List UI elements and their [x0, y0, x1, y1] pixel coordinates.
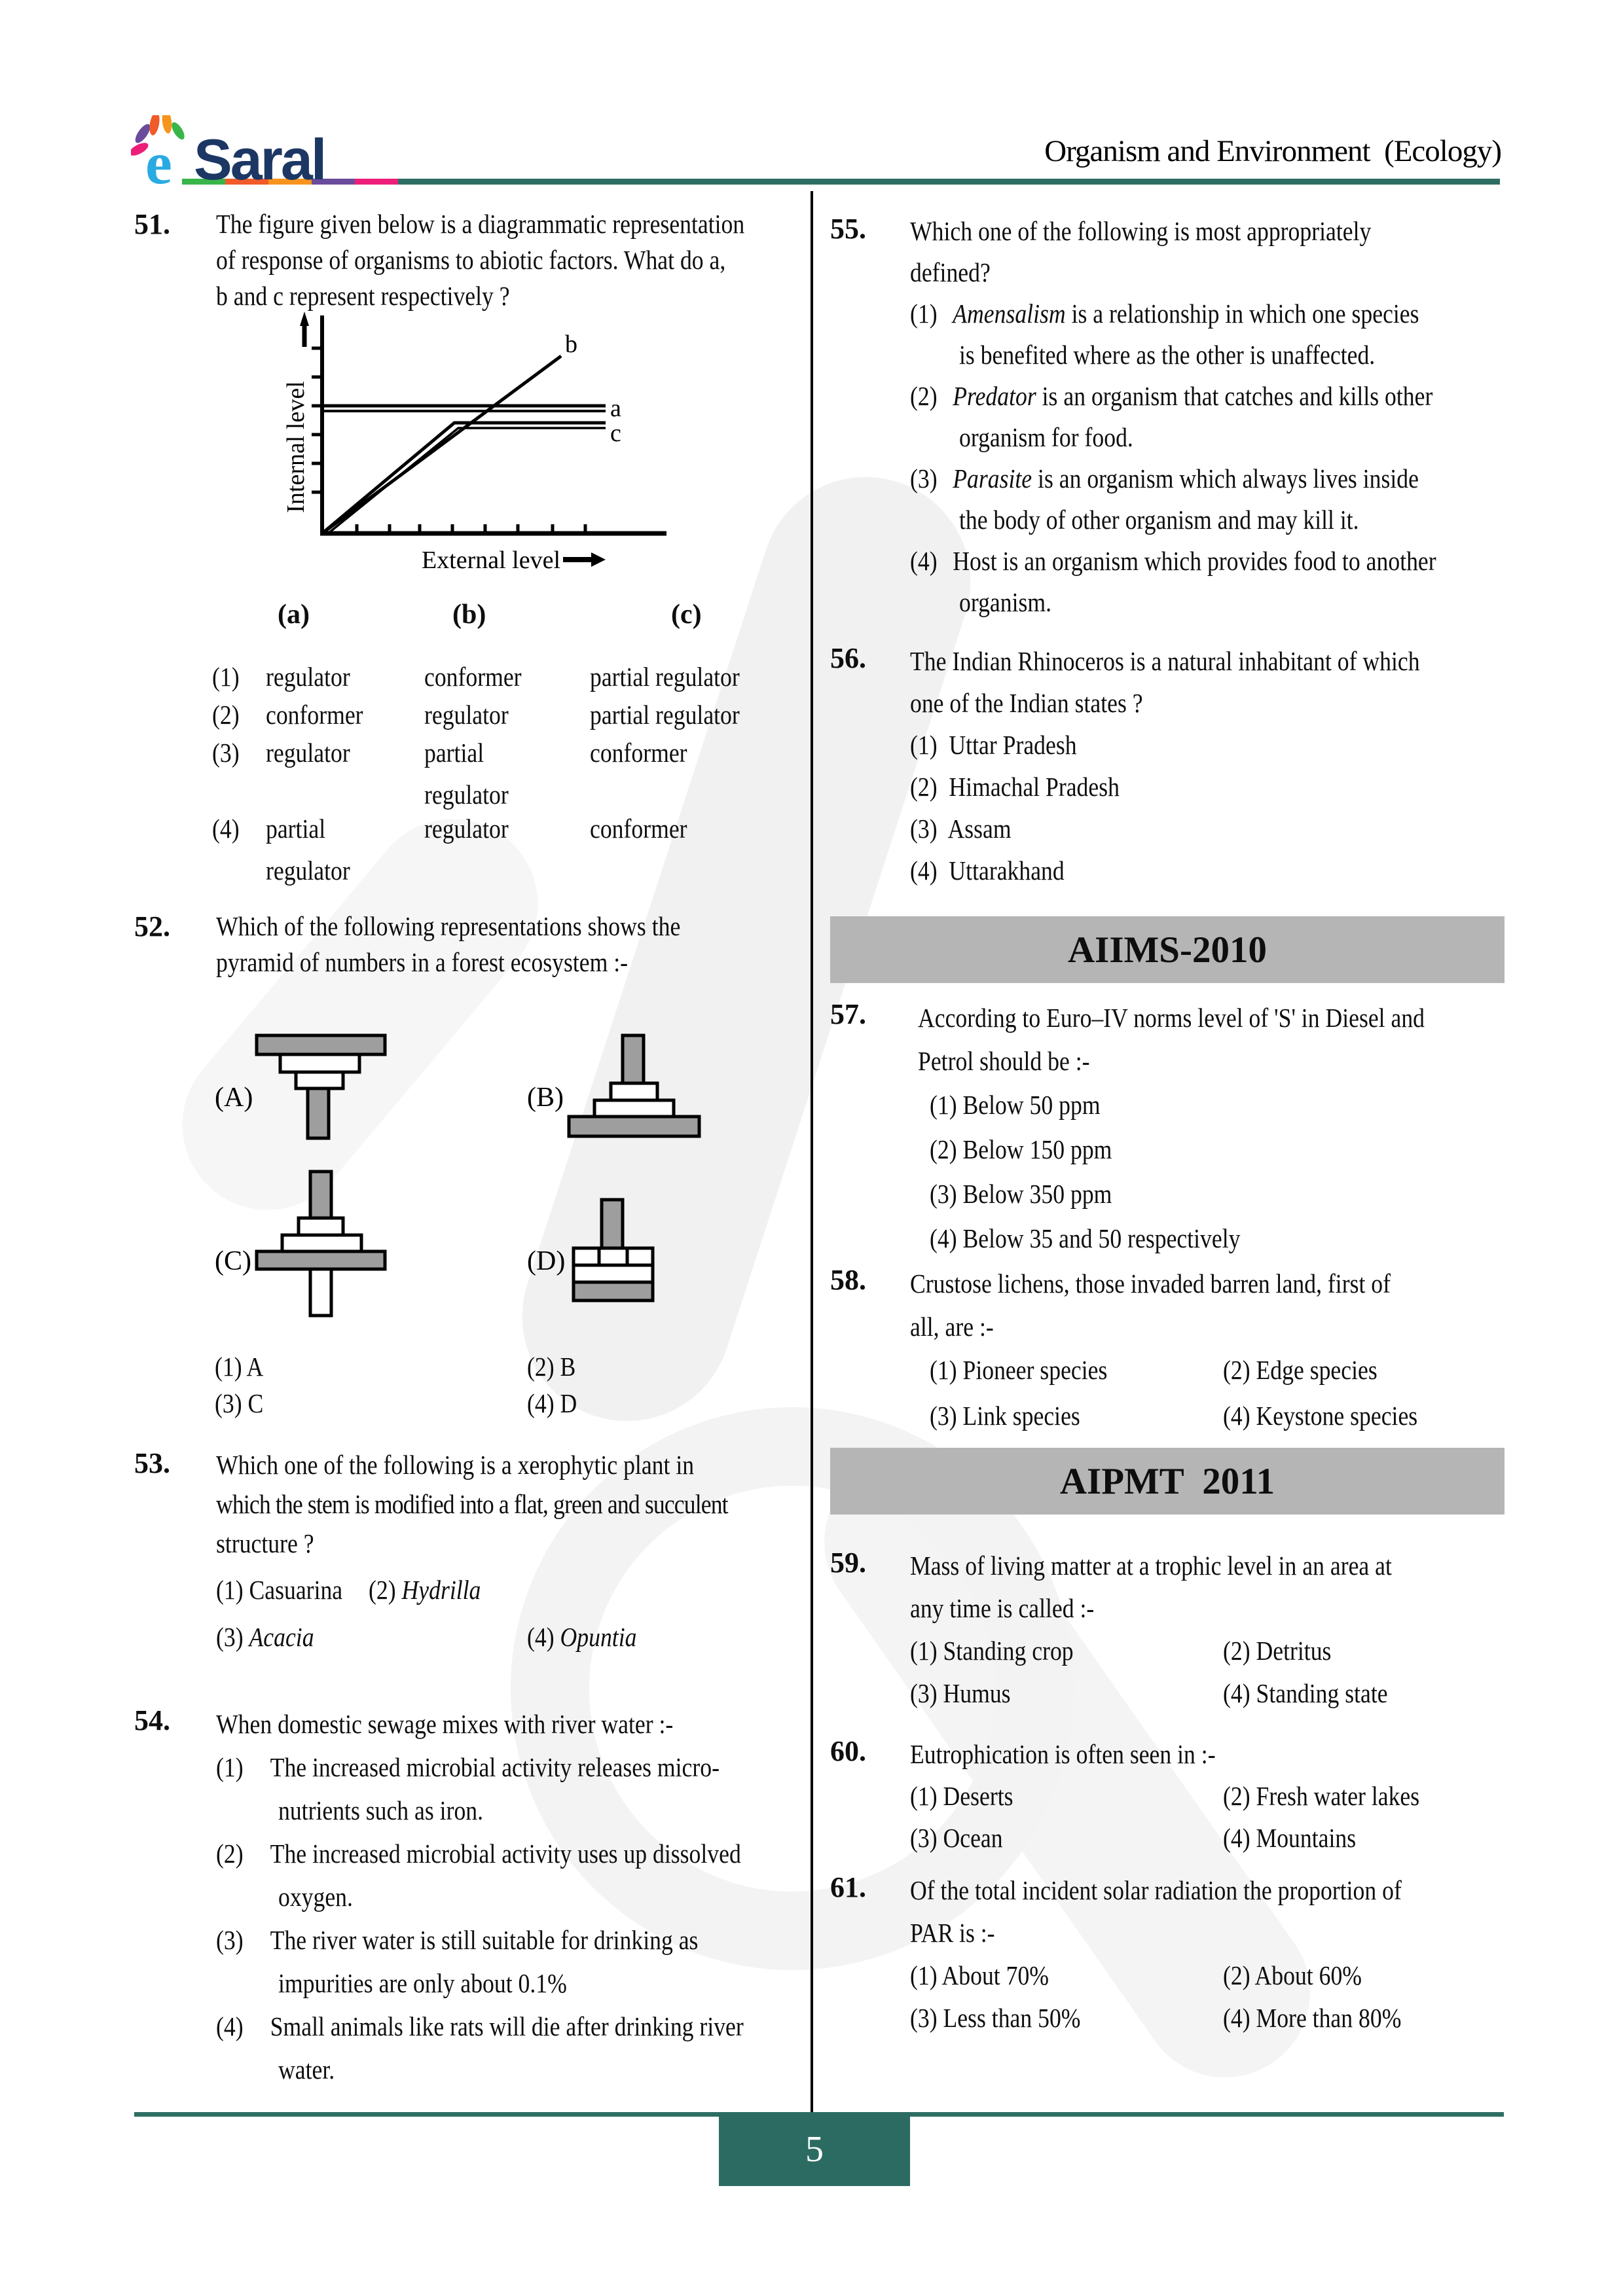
header-a: (a) — [278, 600, 310, 630]
question-57 — [830, 996, 1504, 1261]
question-line: PAR is :- — [910, 1918, 995, 1948]
question-line: b and c represent respectively ? — [216, 281, 510, 311]
option: (4) Opuntia — [527, 1622, 637, 1652]
q55-option: (3) Parasite is an organism which always lives inside the body of other organism and may kill it. — [910, 463, 1419, 535]
option: (4) Below 35 and 50 respectively — [930, 1223, 1241, 1253]
question-number: 57. — [830, 998, 866, 1030]
table-row — [212, 659, 789, 697]
x-axis-label: External level — [421, 547, 561, 574]
hand-e-icon — [131, 115, 199, 188]
column-divider — [811, 191, 813, 2113]
question-number: 58. — [830, 1264, 866, 1296]
option: (1) About 70% — [910, 1960, 1049, 1990]
question-line: According to Euro–IV norms level of 'S' in Diesel and — [918, 1003, 1425, 1033]
up-arrow-icon — [300, 312, 309, 347]
q53-option-row — [134, 1572, 789, 1619]
pyramid-D — [574, 1200, 653, 1300]
option: (1) Pioneer species — [930, 1355, 1108, 1385]
question-56 — [830, 640, 1504, 891]
right-column — [830, 196, 1504, 2039]
q52-pyramid-figure — [134, 1033, 789, 1324]
question-number: 56. — [830, 642, 866, 674]
q55-option: (2) Predator is an organism that catches and kills other organism for food. — [910, 381, 1433, 452]
rule-segment-teal — [398, 179, 1500, 185]
figure-label-B: (B) — [527, 1083, 564, 1113]
option: (4) More than 80% — [1223, 2003, 1402, 2033]
option: (3) Below 350 ppm — [930, 1179, 1112, 1209]
option-row — [830, 1394, 1504, 1440]
option: (4) Standing state — [1223, 1678, 1388, 1708]
option-row — [830, 1348, 1504, 1394]
rule-segment-pink — [355, 179, 398, 185]
option: (1) Standing crop — [910, 1636, 1074, 1666]
y-axis-label: Internal level — [282, 381, 310, 513]
question-number: 52. — [134, 910, 170, 942]
right-arrow-icon — [563, 552, 606, 567]
question-line: which the stem is modified into a flat, green and succulent — [216, 1489, 728, 1519]
q53-option-row — [134, 1619, 789, 1666]
option: (2) About 60% — [1223, 1960, 1362, 1990]
pyramid-B — [569, 1035, 699, 1136]
option-number: (3) — [212, 738, 240, 768]
question-60 — [830, 1733, 1504, 1859]
header-rule — [182, 179, 1500, 185]
question-line: defined? — [910, 257, 991, 287]
question-number: 59. — [830, 1547, 866, 1579]
esaral-logo — [131, 115, 325, 192]
question-59 — [830, 1545, 1504, 1715]
figure-label-A: (A) — [215, 1083, 253, 1113]
question-line: Petrol should be :- — [918, 1046, 1090, 1076]
question-52 — [134, 908, 789, 980]
section-banner-aiims-2010: AIIMS-2010 — [830, 916, 1504, 983]
figure-label-D: (D) — [527, 1246, 566, 1276]
option: (4) Keystone species — [1223, 1401, 1418, 1431]
question-line: Crustose lichens, those invaded barren land, first of — [910, 1268, 1391, 1299]
option: (3) Link species — [930, 1401, 1080, 1431]
curve-b-label: b — [565, 331, 577, 358]
cell-a: partial regulator — [266, 814, 350, 886]
pyramid-A — [257, 1035, 385, 1138]
cell-b: regulator — [424, 700, 509, 730]
question-61 — [830, 1869, 1504, 2039]
question-number: 61. — [830, 1871, 866, 1903]
cell-c: conformer — [590, 738, 687, 768]
option-number: (1) — [212, 662, 240, 692]
logo-e-letter: e — [145, 130, 172, 188]
page-number: 5 — [805, 2128, 824, 2170]
curve-b — [322, 356, 561, 533]
question-line: all, are :- — [910, 1312, 994, 1342]
page-title: Organism and Environment (Ecology) — [1044, 134, 1501, 168]
cell-a: regulator — [266, 662, 350, 692]
option: (4) D — [527, 1388, 577, 1418]
curve-c-label: c — [610, 420, 621, 447]
curve-c — [322, 423, 606, 533]
option: (3) Assam — [910, 814, 1012, 844]
section-banner-aipmt-2011: AIPMT 2011 — [830, 1448, 1504, 1515]
logo-wordmark: Saral — [194, 127, 325, 192]
question-line: Mass of living matter at a trophic level in an area at — [910, 1551, 1392, 1581]
option: (2) Fresh water lakes — [1223, 1781, 1420, 1811]
table-row — [212, 811, 789, 887]
question-line: of response of organisms to abiotic factors. What do a, — [216, 245, 726, 275]
q54-option: (1) The increased microbial activity releases micro- nutrients such as iron. — [216, 1752, 720, 1825]
question-number: 54. — [134, 1704, 170, 1736]
page-number-box — [719, 2112, 910, 2186]
option: (1) Deserts — [910, 1781, 1013, 1811]
option-row — [830, 1997, 1504, 2039]
left-column — [134, 196, 789, 2091]
question-line: Of the total incident solar radiation the proportion of — [910, 1875, 1402, 1905]
question-line: The figure given below is a diagrammatic representation — [216, 209, 745, 239]
question-51 — [134, 206, 789, 314]
option: (2) Hydrilla — [369, 1575, 481, 1605]
header-c: (c) — [671, 600, 702, 630]
question-number: 60. — [830, 1735, 866, 1767]
option: (1) Below 50 ppm — [930, 1090, 1101, 1120]
question-line: pyramid of numbers in a forest ecosystem :- — [216, 947, 629, 977]
cell-a: conformer — [266, 700, 363, 730]
cell-b: partial regulator — [424, 738, 509, 810]
option: (2) Below 150 ppm — [930, 1134, 1112, 1164]
cell-a: regulator — [266, 738, 350, 768]
q54-option: (4) Small animals like rats will die after drinking river water. — [216, 2011, 744, 2085]
option: (1) Casuarina — [216, 1575, 343, 1605]
option-number: (2) — [212, 700, 240, 730]
curve-a — [322, 406, 606, 411]
q54-option: (2) The increased microbial activity uses up dissolved oxygen. — [216, 1839, 741, 1912]
question-55 — [830, 211, 1504, 623]
table-row — [212, 735, 789, 811]
question-line: Which of the following representations shows the — [216, 911, 681, 941]
option-row — [830, 1954, 1504, 1997]
question-line: The Indian Rhinoceros is a natural inhabitant of which — [910, 646, 1420, 676]
question-line: Eutrophication is often seen in :- — [910, 1739, 1216, 1769]
option: (3) Ocean — [910, 1823, 1003, 1853]
cell-b: regulator — [424, 814, 509, 844]
table-row — [212, 697, 789, 735]
option: (3) C — [215, 1388, 264, 1418]
q52-option-row — [134, 1386, 789, 1422]
question-number: 55. — [830, 213, 866, 245]
q52-option-row — [134, 1349, 789, 1386]
option: (3) Less than 50% — [910, 2003, 1081, 2033]
cell-b: conformer — [424, 662, 522, 692]
q55-option: (1) Amensalism is a relationship in which one species is benefited where as the other is unaffected. — [910, 298, 1419, 370]
curve-a-label: a — [610, 395, 621, 422]
option-row — [830, 1672, 1504, 1715]
q54-option: (3) The river water is still suitable for drinking as impurities are only about 0.1% — [216, 1925, 699, 1998]
q51-table-header — [212, 599, 789, 630]
pyramid-C — [257, 1172, 385, 1316]
option-row — [830, 1817, 1504, 1859]
question-line: When domestic sewage mixes with river water :- — [216, 1709, 674, 1739]
option: (1) Uttar Pradesh — [910, 730, 1077, 760]
option: (2) Detritus — [1223, 1636, 1332, 1666]
figure-label-C: (C) — [215, 1246, 251, 1276]
option-row — [830, 1775, 1504, 1817]
cell-c: partial regulator — [590, 662, 740, 692]
cell-c: conformer — [590, 814, 687, 844]
question-line: any time is called :- — [910, 1593, 1095, 1623]
question-line: Which one of the following is a xerophytic plant in — [216, 1450, 695, 1480]
question-line: one of the Indian states ? — [910, 688, 1143, 718]
option: (1) A — [215, 1352, 264, 1382]
question-line: structure ? — [216, 1528, 314, 1558]
q55-option: (4) Host is an organism which provides food to another organism. — [910, 546, 1436, 617]
option: (2) Himachal Pradesh — [910, 772, 1120, 802]
q51-graph-figure — [275, 306, 789, 591]
question-58 — [830, 1262, 1504, 1440]
question-54 — [134, 1702, 789, 2091]
question-line: Which one of the following is most appropriately — [910, 216, 1372, 246]
question-53 — [134, 1445, 789, 1563]
question-number: 51. — [134, 208, 170, 240]
option: (4) Uttarakhand — [910, 855, 1065, 886]
option: (3) Acacia — [216, 1622, 314, 1652]
q51-options-table — [134, 659, 789, 887]
header-b: (b) — [452, 600, 486, 630]
option: (3) Humus — [910, 1678, 1011, 1708]
option-number: (4) — [212, 814, 240, 844]
question-number: 53. — [134, 1447, 170, 1479]
option: (2) Edge species — [1223, 1355, 1377, 1385]
option: (2) B — [527, 1352, 576, 1382]
option-row — [830, 1630, 1504, 1672]
cell-c: partial regulator — [590, 700, 740, 730]
option: (4) Mountains — [1223, 1823, 1357, 1853]
